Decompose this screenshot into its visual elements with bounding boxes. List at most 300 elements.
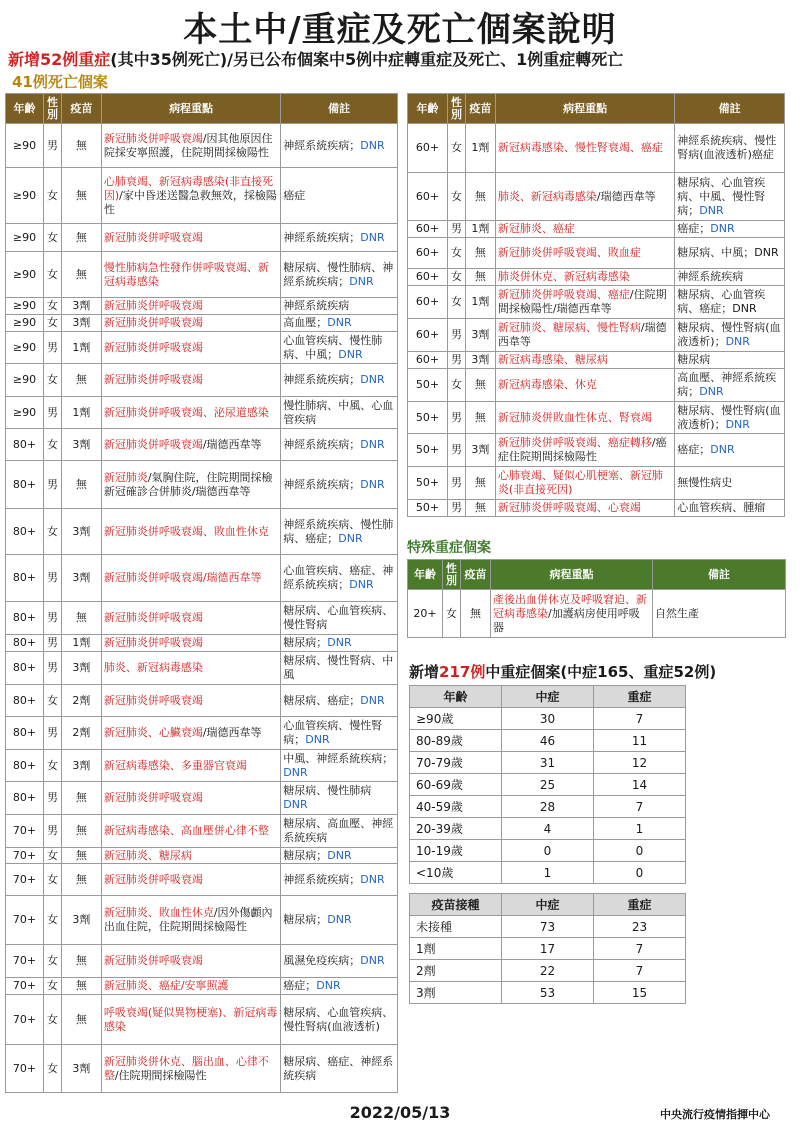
course-red-text: 新冠肺炎併休克、腦出血、心律不整 bbox=[103, 1054, 269, 1082]
cell-course bbox=[101, 995, 280, 1045]
header-sex: 性別 bbox=[443, 560, 461, 590]
cell-course bbox=[495, 352, 674, 369]
note-text: 神經系統疾病； bbox=[283, 437, 361, 451]
table-row bbox=[6, 1045, 398, 1093]
cell-age: 60+ bbox=[408, 124, 448, 173]
cell-age: 70+ bbox=[6, 848, 44, 864]
table-row bbox=[6, 782, 398, 815]
cell-course bbox=[495, 286, 674, 319]
cell-course bbox=[495, 173, 674, 221]
cell-moderate: 28 bbox=[502, 796, 594, 818]
header-course: 病程重點 bbox=[101, 94, 280, 124]
table-row bbox=[6, 332, 398, 364]
cell-age: 80+ bbox=[6, 602, 44, 635]
header-age: 年齡 bbox=[408, 94, 448, 124]
cell-vaccine: 無 bbox=[61, 848, 101, 864]
cell-sex: 男 bbox=[43, 602, 61, 635]
header-vaccination: 疫苗接種 bbox=[410, 894, 502, 916]
cell-vaccine: 3劑 bbox=[61, 555, 101, 602]
course-red-text: 新冠肺炎併呼吸衰竭 bbox=[103, 611, 203, 624]
cell-moderate: 30 bbox=[502, 708, 594, 730]
severe-vaccine-table bbox=[409, 893, 686, 1004]
course-red-text: 肺炎、新冠病毒感染 bbox=[497, 189, 597, 203]
course-red-text: 肺炎、新冠病毒感染 bbox=[103, 661, 203, 674]
table-row bbox=[410, 774, 686, 796]
cell-course bbox=[101, 298, 280, 315]
note-text: 糖尿病、慢性腎病(血液透析)； bbox=[677, 321, 781, 348]
cell-age: 60+ bbox=[408, 269, 448, 286]
cell-vaccine: 3劑 bbox=[61, 1045, 101, 1093]
severe-title-number: 217例 bbox=[439, 663, 486, 681]
cell-vaccine: 無 bbox=[61, 364, 101, 397]
death-table-right-wrapper bbox=[407, 93, 785, 517]
note-text: 糖尿病、心血管疾病、慢性腎病 bbox=[283, 604, 394, 631]
cell-vaccine: 無 bbox=[465, 500, 495, 517]
cell-age: 60+ bbox=[408, 286, 448, 319]
table-row bbox=[6, 717, 398, 750]
course-red-text: 新冠肺炎、癌症/安寧照護 bbox=[103, 979, 229, 992]
table-row bbox=[6, 995, 398, 1045]
table-row bbox=[408, 467, 785, 500]
cell-note bbox=[675, 434, 785, 467]
note-text: 神經系統疾病； bbox=[283, 872, 361, 886]
dnr-label: DNR bbox=[710, 443, 735, 456]
cell-note bbox=[675, 269, 785, 286]
note-text: 癌症； bbox=[677, 222, 711, 235]
cell-note bbox=[281, 315, 398, 332]
cell-sex: 女 bbox=[43, 896, 61, 945]
cell-sex: 女 bbox=[43, 978, 61, 995]
cell-course bbox=[495, 238, 674, 269]
cell-vaccine: 無 bbox=[61, 461, 101, 509]
cell-age: 80+ bbox=[6, 782, 44, 815]
table-row bbox=[408, 238, 785, 269]
cell-label: 3劑 bbox=[410, 982, 502, 1004]
dnr-label: DNR bbox=[360, 954, 385, 967]
cell-note bbox=[281, 252, 398, 298]
course-red-text: 新冠病毒感染、多重器官衰竭 bbox=[103, 758, 247, 772]
cell-course bbox=[495, 434, 674, 467]
cell-vaccine: 無 bbox=[465, 467, 495, 500]
cell-vaccine: 無 bbox=[61, 252, 101, 298]
cell-age: 60+ bbox=[408, 173, 448, 221]
header-age: 年齡 bbox=[408, 560, 443, 590]
note-text: 糖尿病； bbox=[283, 636, 328, 649]
death-table-left-wrapper bbox=[5, 93, 398, 1093]
cell-age: 80+ bbox=[6, 461, 44, 509]
header-vaccine: 疫苗 bbox=[61, 94, 101, 124]
cell-vaccine: 2劑 bbox=[61, 685, 101, 717]
table-row bbox=[6, 978, 398, 995]
course-black-text: /家中昏迷送醫急救無效，採檢陽性 bbox=[103, 188, 277, 216]
note-text: 心血管疾病、癌症、神經系統疾病； bbox=[283, 564, 394, 591]
cell-note bbox=[281, 224, 398, 252]
cell-vaccine: 無 bbox=[461, 590, 491, 638]
cell-course bbox=[495, 369, 674, 402]
note-text: 風濕免疫疾病； bbox=[283, 954, 361, 967]
cell-age: 70+ bbox=[6, 945, 44, 978]
cell-note bbox=[675, 173, 785, 221]
cell-sex: 男 bbox=[43, 652, 61, 685]
course-red-text: 新冠肺炎併呼吸衰竭 bbox=[103, 299, 203, 312]
death-table-right bbox=[407, 93, 785, 517]
course-black-text: /住院期間採檢陽性/瑞德西韋等 bbox=[497, 288, 667, 315]
cell-course bbox=[101, 896, 280, 945]
cell-severe: 7 bbox=[594, 960, 686, 982]
cell-sex: 女 bbox=[43, 1045, 61, 1093]
subtitle bbox=[8, 47, 794, 70]
header-vaccine: 疫苗 bbox=[461, 560, 491, 590]
course-red-text: 新冠肺炎併呼吸衰竭/瑞德西韋等 bbox=[103, 571, 262, 584]
cell-age: 80+ bbox=[6, 652, 44, 685]
cell-course bbox=[101, 635, 280, 652]
cell-note bbox=[281, 635, 398, 652]
cell-course bbox=[495, 319, 674, 352]
header-course: 病程重點 bbox=[495, 94, 674, 124]
course-black-text: /住院期間採檢陽性 bbox=[114, 1068, 207, 1082]
cell-vaccine: 1劑 bbox=[465, 286, 495, 319]
note-text: 糖尿病、心血管疾病、中風、慢性腎病； bbox=[677, 175, 766, 217]
table-row bbox=[408, 352, 785, 369]
dnr-label: DNR bbox=[327, 848, 352, 862]
cell-label: 未接種 bbox=[410, 916, 502, 938]
vaccine-table-header bbox=[410, 894, 686, 916]
header-note: 備註 bbox=[281, 94, 398, 124]
cell-severe: 7 bbox=[594, 708, 686, 730]
cell-age: ≥90 bbox=[6, 397, 44, 429]
course-black-text: /瑞德西韋等 bbox=[202, 726, 262, 739]
course-red-text: 慢性肺病急性發作併呼吸衰竭、新冠病毒感染 bbox=[103, 260, 269, 288]
dnr-label: DNR bbox=[360, 693, 385, 707]
cell-vaccine: 無 bbox=[465, 402, 495, 434]
cell-sex: 女 bbox=[43, 864, 61, 896]
cell-course bbox=[101, 332, 280, 364]
cell-severe: 12 bbox=[594, 752, 686, 774]
cell-sex: 女 bbox=[447, 238, 465, 269]
cell-vaccine: 無 bbox=[61, 602, 101, 635]
cell-note bbox=[281, 555, 398, 602]
cell-note bbox=[675, 286, 785, 319]
dnr-label: DNR bbox=[699, 385, 724, 398]
cell-note bbox=[281, 848, 398, 864]
table-row bbox=[6, 315, 398, 332]
note-text: 慢性肺病、中風、心血管疾病 bbox=[283, 398, 394, 426]
cell-sex: 女 bbox=[43, 945, 61, 978]
cell-sex: 女 bbox=[447, 269, 465, 286]
header-sex: 性別 bbox=[43, 94, 61, 124]
header-vaccine: 疫苗 bbox=[465, 94, 495, 124]
cell-age: 20+ bbox=[408, 590, 443, 638]
cell-age: 80+ bbox=[6, 717, 44, 750]
severe-age-table bbox=[409, 685, 686, 884]
cell-vaccine: 1劑 bbox=[61, 332, 101, 364]
cell-course bbox=[101, 429, 280, 461]
cell-vaccine: 3劑 bbox=[61, 315, 101, 332]
cell-note bbox=[281, 168, 398, 224]
cell-vaccine: 無 bbox=[61, 995, 101, 1045]
note-text: 高血壓； bbox=[283, 316, 328, 329]
cell-note bbox=[281, 864, 398, 896]
course-black-text: /瑞德西韋等 bbox=[202, 437, 262, 451]
cell-vaccine: 3劑 bbox=[61, 298, 101, 315]
cell-sex: 男 bbox=[447, 467, 465, 500]
dnr-label: DNR bbox=[360, 373, 385, 386]
cell-vaccine: 無 bbox=[465, 238, 495, 269]
cell-course bbox=[101, 364, 280, 397]
table-row bbox=[6, 945, 398, 978]
cell-sex: 男 bbox=[43, 815, 61, 848]
dnr-label: DNR bbox=[327, 913, 352, 926]
table-row bbox=[408, 434, 785, 467]
course-red-text: 新冠肺炎 bbox=[103, 470, 148, 484]
note-text: 心血管疾病、慢性肺病、中風； bbox=[283, 333, 383, 361]
cell-course bbox=[101, 224, 280, 252]
table-row bbox=[410, 840, 686, 862]
cell-note bbox=[281, 602, 398, 635]
note-text: 糖尿病、慢性腎病、中風 bbox=[283, 654, 394, 681]
cell-age: 80+ bbox=[6, 635, 44, 652]
course-red-text: 新冠病毒感染、慢性腎衰竭、癌症 bbox=[497, 141, 663, 154]
note-text: 糖尿病； bbox=[283, 913, 328, 926]
cell-age: 70+ bbox=[6, 995, 44, 1045]
table-row bbox=[408, 402, 785, 434]
cell-course bbox=[101, 978, 280, 995]
dnr-label: DNR bbox=[699, 203, 724, 217]
cell-age: 50+ bbox=[408, 434, 448, 467]
note-text: 神經系統疾病、慢性腎病(血液透析)癌症 bbox=[677, 134, 777, 161]
cell-vaccine: 3劑 bbox=[465, 352, 495, 369]
course-black-text: /因外傷顱內出血住院，住院期間採檢陽性 bbox=[103, 906, 273, 933]
cell-sex: 男 bbox=[43, 461, 61, 509]
cell-moderate: 0 bbox=[502, 840, 594, 862]
course-red-text: 新冠肺炎併呼吸衰竭 bbox=[103, 693, 203, 707]
cell-sex: 女 bbox=[447, 173, 465, 221]
cell-age: 70+ bbox=[6, 896, 44, 945]
course-red-text: 新冠肺炎併呼吸衰竭、泌尿道感染 bbox=[103, 405, 269, 419]
cell-note bbox=[281, 685, 398, 717]
cell-vaccine: 3劑 bbox=[61, 509, 101, 555]
cell-note bbox=[675, 238, 785, 269]
cell-note bbox=[281, 461, 398, 509]
course-red-text: 新冠肺炎併呼吸衰竭、癌症轉移 bbox=[497, 436, 652, 449]
table-row bbox=[6, 429, 398, 461]
note-text: 神經系統疾病 bbox=[677, 270, 744, 283]
cell-note bbox=[281, 815, 398, 848]
cell-severe: 15 bbox=[594, 982, 686, 1004]
cell-vaccine: 1劑 bbox=[465, 221, 495, 238]
course-red-text: 新冠病毒感染、休克 bbox=[497, 378, 597, 391]
course-red-text: 新冠肺炎併呼吸衰竭、心衰竭 bbox=[497, 501, 641, 514]
cell-course bbox=[101, 602, 280, 635]
course-red-text: 新冠肺炎併敗血性休克、腎衰竭 bbox=[497, 410, 652, 424]
cell-course bbox=[101, 315, 280, 332]
severe-section-title bbox=[409, 661, 716, 682]
cell-note: 自然生產 bbox=[653, 590, 786, 638]
dnr-label: DNR bbox=[338, 347, 363, 361]
note-text: 糖尿病、心血管疾病、慢性腎病(血液透析) bbox=[283, 1005, 394, 1033]
cell-note bbox=[281, 896, 398, 945]
cell-moderate: 53 bbox=[502, 982, 594, 1004]
dnr-label: DNR bbox=[283, 765, 308, 779]
cell-sex: 男 bbox=[43, 332, 61, 364]
cell-note bbox=[281, 782, 398, 815]
cell-severe: 0 bbox=[594, 840, 686, 862]
cell-vaccine: 無 bbox=[465, 269, 495, 286]
cell-course bbox=[495, 269, 674, 286]
table-row bbox=[6, 685, 398, 717]
table-row bbox=[410, 818, 686, 840]
table-row bbox=[6, 509, 398, 555]
dnr-label: DNR bbox=[305, 733, 330, 746]
cell-sex: 女 bbox=[43, 848, 61, 864]
note-text: 糖尿病、慢性肺病 bbox=[283, 784, 372, 797]
cell-course bbox=[491, 590, 653, 638]
cell-label: 60-69歲 bbox=[410, 774, 502, 796]
cell-severe: 11 bbox=[594, 730, 686, 752]
cell-severe: 7 bbox=[594, 796, 686, 818]
course-red-text: 新冠肺炎併呼吸衰竭 bbox=[103, 954, 203, 967]
cell-sex: 男 bbox=[43, 397, 61, 429]
cell-sex: 男 bbox=[447, 434, 465, 467]
dnr-label: DNR bbox=[349, 578, 374, 591]
cell-course bbox=[495, 500, 674, 517]
cell-age: 80+ bbox=[6, 509, 44, 555]
table-row bbox=[410, 916, 686, 938]
cell-age: 70+ bbox=[6, 815, 44, 848]
table-row bbox=[410, 938, 686, 960]
dnr-label: DNR bbox=[338, 531, 363, 545]
course-red-text: 新冠肺炎併呼吸衰竭、敗血症 bbox=[497, 246, 641, 259]
cell-vaccine: 1劑 bbox=[465, 124, 495, 173]
cell-label: 2劑 bbox=[410, 960, 502, 982]
cell-moderate: 46 bbox=[502, 730, 594, 752]
note-text: 神經系統疾病； bbox=[283, 373, 361, 386]
course-red-text: 新冠肺炎併呼吸衰竭 bbox=[103, 340, 203, 354]
note-text: 糖尿病、中風；DNR bbox=[677, 246, 779, 259]
note-text: 高血壓、神經系統疾病； bbox=[677, 371, 777, 398]
course-red-text: 新冠肺炎併呼吸衰竭 bbox=[103, 131, 203, 145]
table-row bbox=[408, 269, 785, 286]
dnr-label: DNR bbox=[710, 222, 735, 235]
cell-vaccine: 無 bbox=[61, 124, 101, 168]
course-red-text: 新冠肺炎併呼吸衰竭、癌症 bbox=[497, 288, 630, 301]
table-row bbox=[6, 815, 398, 848]
table-row bbox=[408, 286, 785, 319]
cell-label: 10-19歲 bbox=[410, 840, 502, 862]
cell-label: 40-59歲 bbox=[410, 796, 502, 818]
cell-sex: 女 bbox=[43, 315, 61, 332]
cell-severe: 14 bbox=[594, 774, 686, 796]
cell-sex: 女 bbox=[43, 995, 61, 1045]
death-table-header bbox=[6, 94, 398, 124]
cell-age: 50+ bbox=[408, 500, 448, 517]
dnr-label: DNR bbox=[327, 316, 352, 329]
note-text: 糖尿病、慢性腎病(血液透析)； bbox=[677, 403, 781, 431]
cell-vaccine: 3劑 bbox=[61, 429, 101, 461]
table-row bbox=[6, 555, 398, 602]
cell-age: 60+ bbox=[408, 221, 448, 238]
table-row bbox=[410, 708, 686, 730]
course-black-text: /氣胸住院，住院期間採檢新冠確診合併肺炎/瑞德西韋等 bbox=[103, 470, 273, 498]
header-age: 年齡 bbox=[6, 94, 44, 124]
cell-sex: 男 bbox=[447, 319, 465, 352]
dnr-label: DNR bbox=[327, 636, 352, 649]
course-red-text: 新冠肺炎、癌症 bbox=[497, 222, 575, 235]
cell-age: ≥90 bbox=[6, 168, 44, 224]
cell-moderate: 4 bbox=[502, 818, 594, 840]
cell-note bbox=[281, 298, 398, 315]
course-red-text: 心肺衰竭、新冠病毒感染(非直接死因) bbox=[103, 174, 274, 202]
dnr-label: DNR bbox=[725, 417, 750, 431]
course-black-text: /加護病房使用呼吸器 bbox=[493, 606, 640, 634]
table-row bbox=[6, 896, 398, 945]
cell-note bbox=[281, 978, 398, 995]
note-text: 心血管疾病、腫瘤 bbox=[677, 501, 766, 514]
cell-age: 50+ bbox=[408, 369, 448, 402]
note-text: 糖尿病、慢性肺病、神經系統疾病； bbox=[283, 260, 394, 288]
course-black-text: /瑞德西韋等 bbox=[497, 321, 667, 348]
course-red-text: 肺炎併休克、新冠病毒感染 bbox=[497, 270, 630, 283]
cell-age: 60+ bbox=[408, 238, 448, 269]
cell-age: 70+ bbox=[6, 978, 44, 995]
header-severe: 重症 bbox=[594, 686, 686, 708]
cell-age: 60+ bbox=[408, 352, 448, 369]
table-row bbox=[408, 369, 785, 402]
note-text: 神經系統疾病； bbox=[283, 477, 361, 491]
table-row bbox=[408, 173, 785, 221]
table-row bbox=[408, 124, 785, 173]
note-text: 癌症； bbox=[283, 979, 317, 992]
header-severe: 重症 bbox=[594, 894, 686, 916]
cell-note bbox=[281, 750, 398, 782]
course-black-text: /因其他原因住院採安寧照護，住院期間採檢陽性 bbox=[103, 131, 273, 159]
subtitle-rest: (其中35例死亡)/另已公布個案中5例中症轉重症及死亡、1例重症轉死亡 bbox=[110, 50, 624, 69]
cell-age: 50+ bbox=[408, 467, 448, 500]
cell-course bbox=[495, 467, 674, 500]
cell-sex: 男 bbox=[447, 352, 465, 369]
cell-age: 70+ bbox=[6, 1045, 44, 1093]
course-red-text: 新冠肺炎併呼吸衰竭 bbox=[103, 791, 203, 804]
cell-sex: 女 bbox=[43, 509, 61, 555]
cell-course bbox=[101, 1045, 280, 1093]
note-text: 神經系統疾病、慢性肺病、癌症； bbox=[283, 517, 394, 545]
dnr-label: DNR bbox=[360, 437, 385, 451]
cell-note bbox=[281, 124, 398, 168]
cell-course bbox=[495, 221, 674, 238]
cell-course bbox=[101, 168, 280, 224]
cell-note bbox=[281, 652, 398, 685]
table-row bbox=[6, 602, 398, 635]
cell-vaccine: 1劑 bbox=[61, 635, 101, 652]
cell-course bbox=[101, 652, 280, 685]
severe-title-pre: 新增 bbox=[409, 663, 440, 681]
age-table-header bbox=[410, 686, 686, 708]
cell-sex: 女 bbox=[443, 590, 461, 638]
cell-severe: 7 bbox=[594, 938, 686, 960]
course-black-text: /瑞德西韋等 bbox=[596, 189, 656, 203]
note-text: 癌症 bbox=[283, 188, 306, 202]
cell-vaccine: 無 bbox=[61, 224, 101, 252]
cell-note bbox=[281, 717, 398, 750]
dnr-label: DNR bbox=[360, 138, 385, 152]
cell-vaccine: 無 bbox=[61, 978, 101, 995]
note-text: 中風、神經系統疾病； bbox=[283, 751, 394, 765]
cell-sex: 女 bbox=[43, 224, 61, 252]
note-text: 糖尿病、癌症、神經系統疾病 bbox=[283, 1054, 394, 1082]
table-row bbox=[410, 730, 686, 752]
cell-note bbox=[675, 221, 785, 238]
special-section-title: 特殊重症個案 bbox=[407, 540, 491, 556]
